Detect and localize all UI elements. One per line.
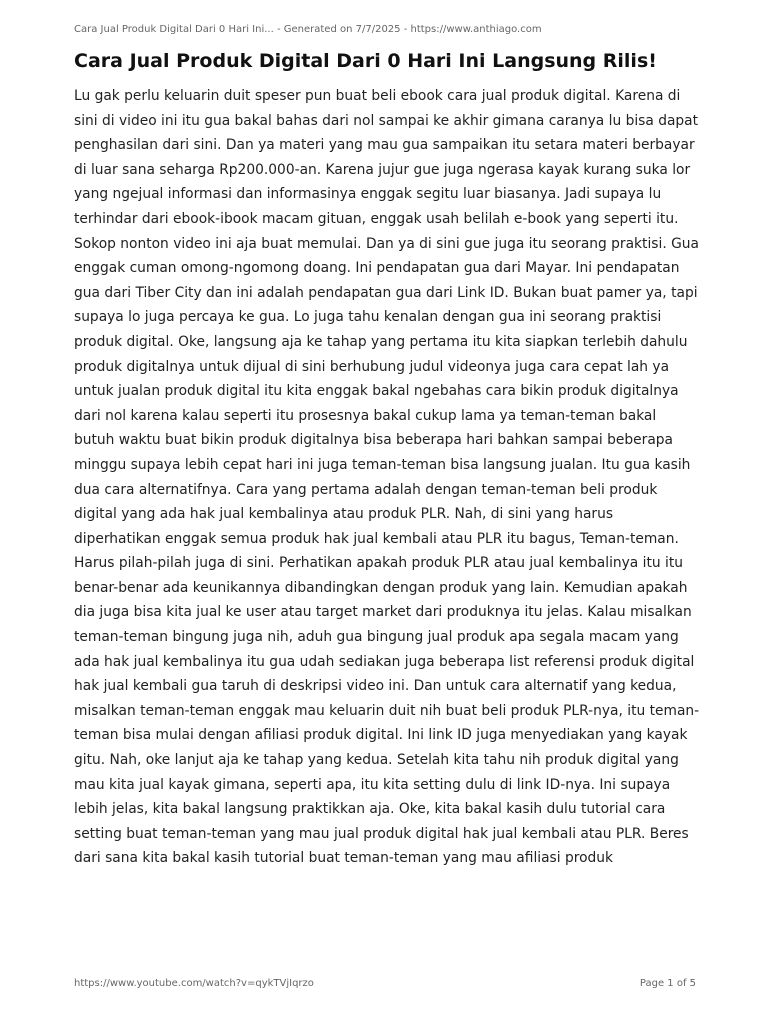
document-body: Lu gak perlu keluarin duit speser pun buat beli ebook cara jual produk digital. Karena di sini di video ini itu gua bakal bahas dari nol sampai ke akhir gimana caranya lu bisa dapat penghasilan dari sini. Dan ya materi yang mau gua sampaikan itu setara materi berbayar di luar sana seharga Rp200.000-an. Karena jujur gue juga ngerasa kayak kurang suka lor yang ngejual informasi dan informasinya enggak segitu luar biasanya. Jadi supaya lu terhindar dari ebook-ibook macam gituan, enggak usah belilah e-book yang seperti itu. Sokop nonton video ini aja buat memulai. Dan ya di sini gue juga itu seorang praktisi. Gua enggak cuman omong-ngomong doang. Ini pendapatan gua dari Mayar. Ini pendapatan gua dari Tiber City dan ini adalah pendapatan gua dari Link ID. Bukan buat pamer ya, tapi supaya lo juga percaya ke gua. Lo juga tahu kenalan dengan gua ini seorang praktisi produk digital. Oke, langsung aja ke tahap yang pertama itu kita siapkan terlebih dahulu produk digitalnya untuk dijual di sini berhubung judul videonya juga cara cepat lah ya untuk jualan produk digital itu kita enggak bakal ngebahas cara bikin produk digitalnya dari nol karena kalau seperti itu prosesnya bakal cukup lama ya teman-teman bakal butuh waktu buat bikin produk digitalnya bisa beberapa hari bahkan sampai beberapa minggu supaya lebih cepat hari ini juga teman-teman bisa langsung jualan. Itu gua kasih dua cara alternatifnya. Cara yang pertama adalah dengan teman-teman beli produk digital yang ada hak jual kembalinya atau produk PLR. Nah, di sini yang harus diperhatikan enggak semua produk hak jual kembali atau PLR itu bagus, Teman-teman. Harus pilah-pilah juga di sini. Perhatikan apakah produk PLR atau jual kembalinya itu itu benar-benar ada keunikannya dibandingkan dengan produk yang lain. Kemudian apakah dia juga bisa kita jual ke user atau target market dari produknya itu jelas. Kalau misalkan teman-teman bingung juga nih, aduh gua bingung jual produk apa segala macam yang ada hak jual kembalinya itu gua udah sediakan juga beberapa list referensi produk digital hak jual kembali gua taruh di deskripsi video ini. Dan untuk cara alternatif yang kedua, misalkan teman-teman enggak mau keluarin duit nih buat beli produk PLR-nya, itu teman-teman bisa mulai dengan afiliasi produk digital. Ini link ID juga menyediakan yang kayak gitu. Nah, oke lanjut aja ke tahap yang kedua. Setelah kita tahu nih produk digital yang mau kita jual kayak gimana, seperti apa, itu kita setting dulu di link ID-nya. Ini supaya lebih jelas, kita bakal langsung praktikkan aja. Oke, kita bakal kasih dulu tutorial cara setting buat teman-teman yang mau jual produk digital hak jual kembali atau PLR. Beres dari sana kita bakal kasih tutorial buat teman-teman yang mau afiliasi produk [74,88,700,867]
page-header: Cara Jual Produk Digital Dari 0 Hari Ini... - Generated on 7/7/2025 - https://www.anthiago.com [74,24,542,35]
page-footer [74,978,696,989]
document-title: Cara Jual Produk Digital Dari 0 Hari Ini Langsung Rilis! [74,50,657,72]
page-number: Page 1 of 5 [639,978,696,989]
source-url: https://www.youtube.com/watch?v=qykTVjIqrzo [74,978,314,989]
